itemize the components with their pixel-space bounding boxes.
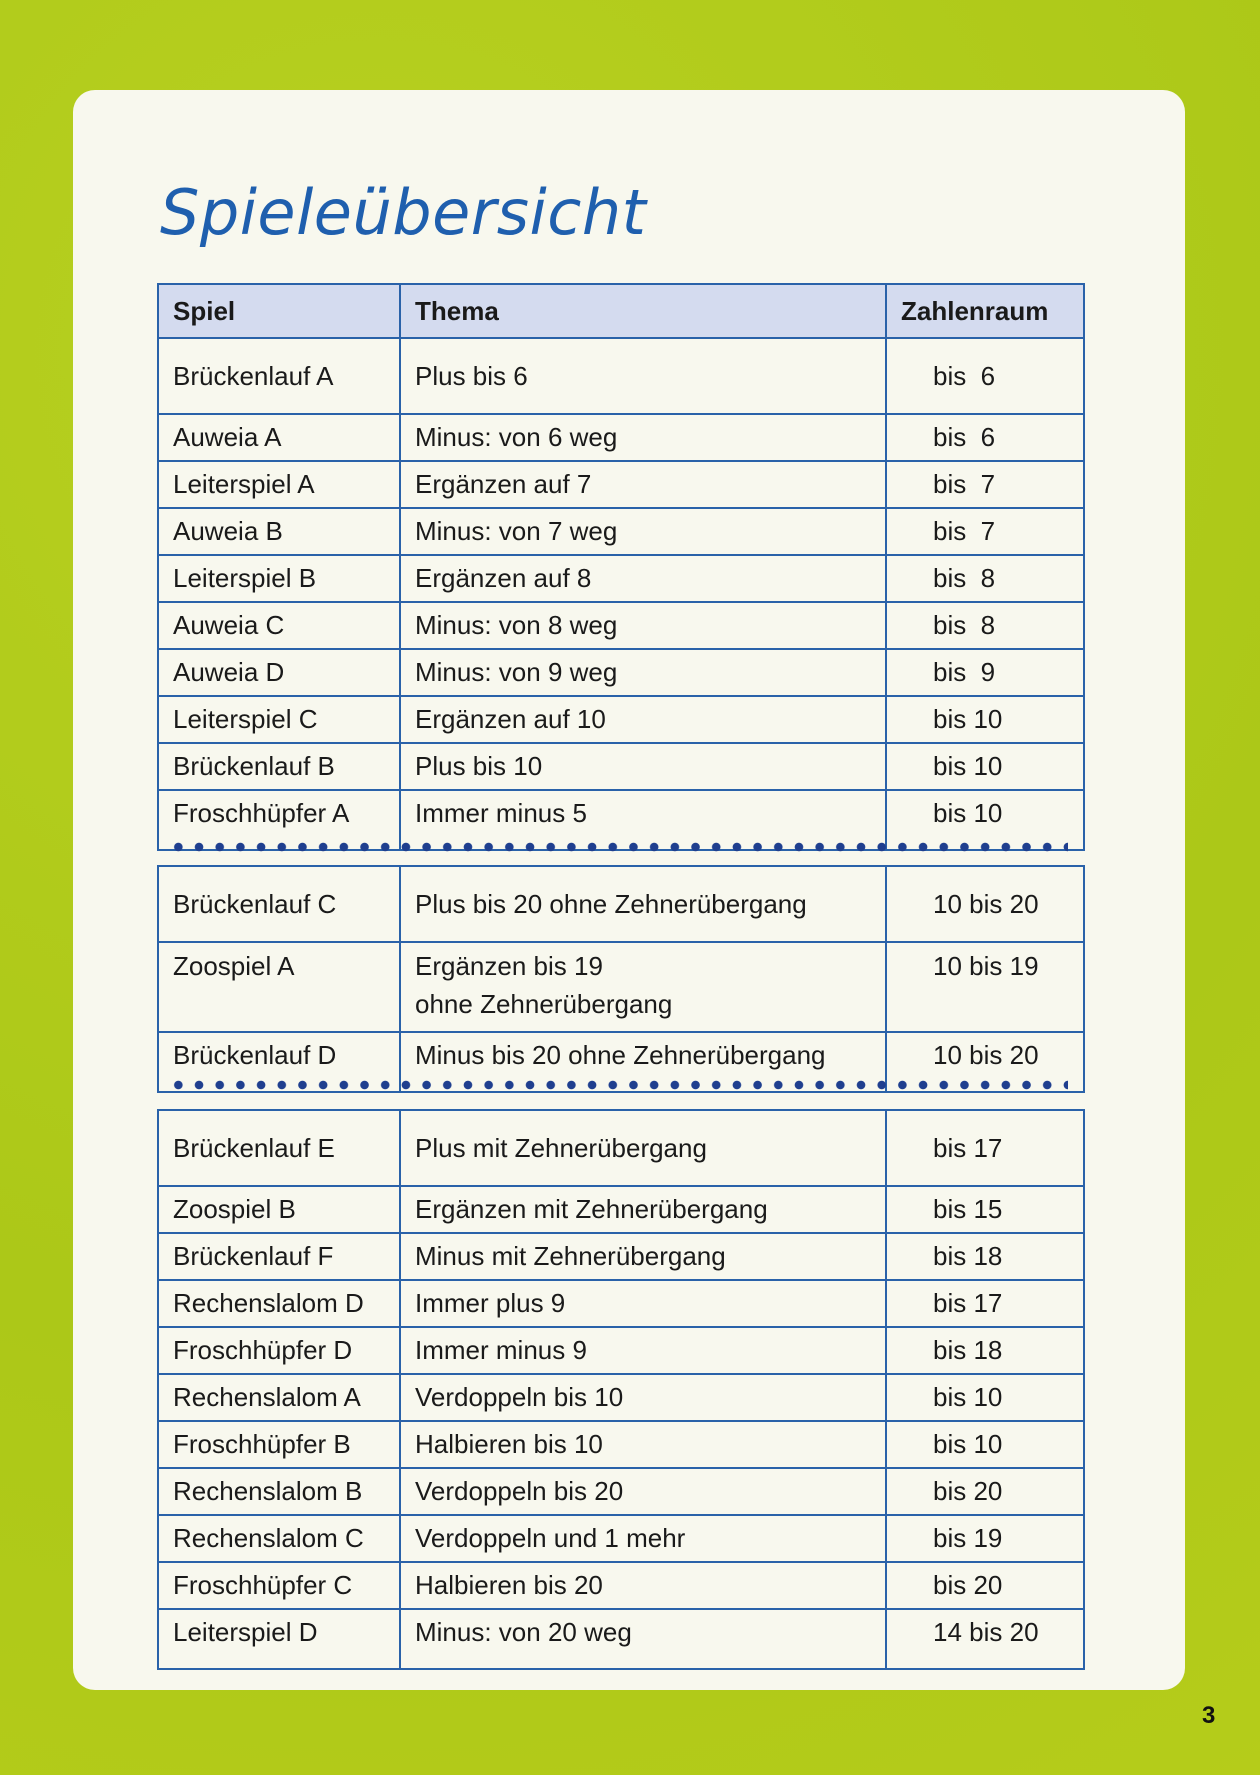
cell-zahlenraum: bis 10: [886, 1421, 1084, 1468]
cell-spiel: Rechenslalom C: [158, 1515, 400, 1562]
cell-zahlenraum: bis 17: [886, 1280, 1084, 1327]
table-row: [158, 1374, 1084, 1421]
header-zahlenraum: Zahlenraum: [886, 284, 1084, 338]
games-table-section-1: [157, 283, 1085, 851]
cell-zahlenraum: 10 bis 20: [886, 866, 1084, 942]
table-row: [158, 1421, 1084, 1468]
cell-thema: Plus mit Zehnerübergang: [400, 1110, 886, 1186]
table-row: [158, 696, 1084, 743]
cell-spiel: Auweia C: [158, 602, 400, 649]
cell-zahlenraum: 14 bis 20: [886, 1609, 1084, 1669]
table-row: [158, 1110, 1084, 1186]
table-row: [158, 1186, 1084, 1233]
cell-zahlenraum: bis 18: [886, 1233, 1084, 1280]
cell-thema: Halbieren bis 20: [400, 1562, 886, 1609]
cell-spiel: Rechenslalom B: [158, 1468, 400, 1515]
cell-spiel: Leiterspiel A: [158, 461, 400, 508]
dotted-separator: [168, 1080, 1068, 1090]
cell-thema: Minus: von 6 weg: [400, 414, 886, 461]
games-table-section-2: [157, 865, 1085, 1093]
cell-thema: Ergänzen auf 8: [400, 555, 886, 602]
table-row: [158, 942, 1084, 1032]
table-row: [158, 743, 1084, 790]
cell-spiel: Zoospiel A: [158, 942, 400, 1032]
cell-thema-line1: Ergänzen bis 19: [415, 951, 603, 981]
cell-spiel: Leiterspiel B: [158, 555, 400, 602]
cell-spiel: Froschhüpfer B: [158, 1421, 400, 1468]
cell-spiel: Auweia B: [158, 508, 400, 555]
cell-spiel: Rechenslalom A: [158, 1374, 400, 1421]
cell-zahlenraum: bis 7: [886, 461, 1084, 508]
cell-zahlenraum: bis 10: [886, 743, 1084, 790]
cell-zahlenraum: bis 6: [886, 338, 1084, 414]
cell-spiel: Brückenlauf A: [158, 338, 400, 414]
cell-zahlenraum: bis 20: [886, 1468, 1084, 1515]
cell-thema: Minus bis 20 ohne Zehnerübergang: [400, 1032, 886, 1092]
cell-zahlenraum: bis 6: [886, 414, 1084, 461]
cell-thema: Minus: von 7 weg: [400, 508, 886, 555]
cell-zahlenraum: bis 9: [886, 649, 1084, 696]
table-row: [158, 508, 1084, 555]
table-header-row: [158, 284, 1084, 338]
table-row: [158, 338, 1084, 414]
cell-thema: Immer minus 9: [400, 1327, 886, 1374]
cell-thema: Minus: von 9 weg: [400, 649, 886, 696]
cell-thema: Minus: von 8 weg: [400, 602, 886, 649]
section-1-body: [158, 338, 1084, 850]
cell-spiel: Brückenlauf C: [158, 866, 400, 942]
cell-zahlenraum: bis 10: [886, 1374, 1084, 1421]
cell-spiel: Brückenlauf D: [158, 1032, 400, 1092]
header-thema: Thema: [400, 284, 886, 338]
cell-spiel: Zoospiel B: [158, 1186, 400, 1233]
table-row: [158, 1609, 1084, 1669]
cell-thema: Halbieren bis 10: [400, 1421, 886, 1468]
cell-zahlenraum: bis 17: [886, 1110, 1084, 1186]
cell-thema: Verdoppeln bis 10: [400, 1374, 886, 1421]
cell-thema: Verdoppeln bis 20: [400, 1468, 886, 1515]
cell-thema: Plus bis 20 ohne Zehnerübergang: [400, 866, 886, 942]
table-row: [158, 1468, 1084, 1515]
table-row: [158, 555, 1084, 602]
table-row: [158, 1233, 1084, 1280]
cell-spiel: Froschhüpfer C: [158, 1562, 400, 1609]
cell-thema: Verdoppeln und 1 mehr: [400, 1515, 886, 1562]
cell-thema: Immer minus 5: [400, 790, 886, 850]
table-row: [158, 414, 1084, 461]
cell-thema: Ergänzen auf 7: [400, 461, 886, 508]
cell-zahlenraum: bis 20: [886, 1562, 1084, 1609]
cell-thema: [400, 942, 886, 1032]
table-row: [158, 1327, 1084, 1374]
cell-zahlenraum: bis 19: [886, 1515, 1084, 1562]
section-3-body: [158, 1110, 1084, 1669]
cell-spiel: Brückenlauf B: [158, 743, 400, 790]
games-table-section-3: [157, 1109, 1085, 1670]
cell-thema: Plus bis 6: [400, 338, 886, 414]
cell-zahlenraum: bis 8: [886, 555, 1084, 602]
table-row: [158, 1280, 1084, 1327]
table-row: [158, 866, 1084, 942]
cell-zahlenraum: bis 10: [886, 790, 1084, 850]
cell-spiel: Leiterspiel D: [158, 1609, 400, 1669]
table-row: [158, 790, 1084, 850]
cell-spiel: Brückenlauf E: [158, 1110, 400, 1186]
table-row: [158, 602, 1084, 649]
header-spiel: Spiel: [158, 284, 400, 338]
cell-zahlenraum: bis 8: [886, 602, 1084, 649]
cell-zahlenraum: bis 18: [886, 1327, 1084, 1374]
cell-zahlenraum: bis 10: [886, 696, 1084, 743]
cell-spiel: Froschhüpfer A: [158, 790, 400, 850]
cell-thema: Minus: von 20 weg: [400, 1609, 886, 1669]
cell-thema: Ergänzen mit Zehnerübergang: [400, 1186, 886, 1233]
cell-spiel: Froschhüpfer D: [158, 1327, 400, 1374]
section-2-body: [158, 866, 1084, 1092]
cell-zahlenraum: 10 bis 19: [886, 942, 1084, 1032]
page-title: Spieleübersicht: [160, 176, 647, 249]
cell-spiel: Rechenslalom D: [158, 1280, 400, 1327]
table-row: [158, 461, 1084, 508]
cell-zahlenraum: bis 15: [886, 1186, 1084, 1233]
table-row: [158, 1562, 1084, 1609]
cell-spiel: Auweia D: [158, 649, 400, 696]
page-number: 3: [1202, 1702, 1216, 1729]
table-row: [158, 1515, 1084, 1562]
table-row: [158, 649, 1084, 696]
dotted-separator: [168, 842, 1068, 852]
cell-thema: Minus mit Zehnerübergang: [400, 1233, 886, 1280]
cell-spiel: Leiterspiel C: [158, 696, 400, 743]
cell-thema: Ergänzen auf 10: [400, 696, 886, 743]
cell-spiel: Auweia A: [158, 414, 400, 461]
cell-thema: Plus bis 10: [400, 743, 886, 790]
cell-thema-line2: ohne Zehnerübergang: [415, 989, 673, 1019]
cell-zahlenraum: 10 bis 20: [886, 1032, 1084, 1092]
cell-thema: Immer plus 9: [400, 1280, 886, 1327]
cell-spiel: Brückenlauf F: [158, 1233, 400, 1280]
cell-zahlenraum: bis 7: [886, 508, 1084, 555]
